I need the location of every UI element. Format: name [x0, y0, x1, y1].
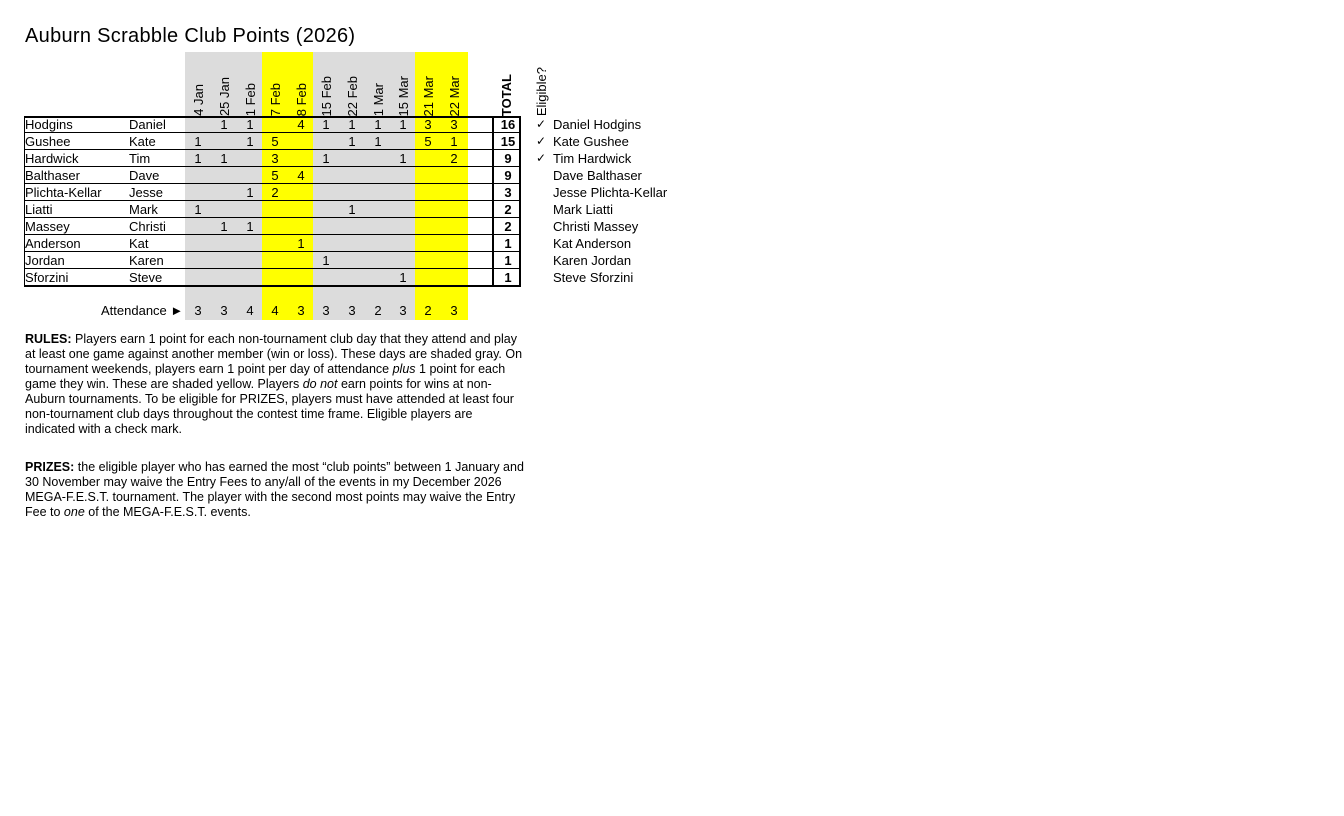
eligible-list-name: Tim Hardwick — [553, 151, 632, 166]
first-name-cell: Kat — [129, 236, 149, 251]
attendance-count: 4 — [271, 303, 279, 318]
score-cell — [237, 235, 263, 252]
first-name-cell: Mark — [129, 202, 158, 217]
score-cell — [441, 252, 467, 269]
date-header-10 — [415, 52, 441, 116]
table-row — [24, 252, 521, 269]
date-header-label: 25 Jan — [216, 76, 232, 116]
date-header-4 — [262, 52, 288, 116]
rules-text-1: Players earn 1 point for each non-tournament club day that they attend and play at least one game against another member (win or loss). These days are shaded gray. On tournament weekends, players earn 1 point per day of attendance — [25, 332, 523, 376]
score-cell — [237, 201, 263, 218]
prizes-text-1: the eligible player who has earned the most “club points” between 1 January and 30 November may waive the Entry Fees to any/all of the events in my December 2026 MEGA-F.E.S.T. tournament. The player with the second most points may waive the Entry Fee to — [25, 460, 524, 519]
score-cell — [339, 184, 365, 201]
score-cell: 2 — [271, 185, 279, 200]
score-cell: 1 — [450, 134, 458, 149]
table-row — [24, 269, 521, 286]
score-cell — [365, 252, 391, 269]
total-cell: 1 — [504, 253, 512, 268]
score-cell — [339, 167, 365, 184]
attendance-count: 3 — [348, 303, 356, 318]
date-header-label: 15 Feb — [318, 75, 334, 116]
score-cell: 1 — [297, 236, 305, 251]
score-cell — [390, 184, 416, 201]
last-name-cell: Massey — [25, 219, 70, 234]
score-cell — [211, 201, 237, 218]
score-cell: 1 — [322, 117, 330, 132]
eligible-list-name: Kat Anderson — [553, 236, 632, 251]
attendance-count: 3 — [450, 303, 458, 318]
score-cell — [185, 116, 211, 133]
score-cell — [313, 269, 339, 286]
attendance-count: 3 — [194, 303, 202, 318]
score-cell — [390, 218, 416, 235]
score-cell — [365, 167, 391, 184]
score-cell — [262, 116, 288, 133]
score-cell — [211, 167, 237, 184]
score-cell: 1 — [399, 117, 407, 132]
rules-emphasis-do-not: do not — [302, 377, 338, 391]
score-cell — [288, 133, 314, 150]
last-name-cell: Hardwick — [25, 151, 79, 166]
score-cell: 5 — [424, 134, 432, 149]
table-row — [24, 201, 521, 218]
score-cell — [441, 184, 467, 201]
check-mark-icon: ✓ — [536, 134, 547, 148]
date-header-label: 4 Jan — [190, 84, 206, 116]
eligible-header-label: Eligible? — [533, 66, 549, 116]
last-name-cell: Gushee — [25, 134, 71, 149]
score-cell: 3 — [271, 151, 279, 166]
score-cell — [185, 167, 211, 184]
score-cell — [288, 252, 314, 269]
first-name-cell: Christi — [129, 219, 166, 234]
date-header-label: 15 Mar — [395, 75, 411, 116]
score-cell — [288, 269, 314, 286]
score-cell — [415, 184, 441, 201]
score-cell: 1 — [348, 134, 356, 149]
score-cell — [365, 201, 391, 218]
score-cell — [339, 252, 365, 269]
last-name-cell: Jordan — [25, 253, 65, 268]
page-title: Auburn Scrabble Club Points (2026) — [25, 25, 356, 47]
score-cell: 5 — [271, 168, 279, 183]
score-cell: 1 — [194, 151, 202, 166]
score-cell: 1 — [246, 185, 254, 200]
score-cell — [211, 235, 237, 252]
last-name-cell: Anderson — [25, 236, 81, 251]
date-header-label: 1 Feb — [242, 82, 258, 116]
score-cell — [339, 150, 365, 167]
score-cell — [390, 235, 416, 252]
score-cell: 1 — [220, 117, 228, 132]
check-mark-icon: ✓ — [536, 151, 547, 165]
check-mark-icon: ✓ — [536, 117, 547, 131]
table-row — [24, 150, 521, 167]
score-cell — [390, 133, 416, 150]
score-cell — [211, 184, 237, 201]
score-cell — [415, 235, 441, 252]
rules-paragraph — [25, 332, 525, 437]
eligible-list-name: Mark Liatti — [553, 202, 613, 217]
score-cell — [365, 218, 391, 235]
score-cell — [415, 252, 441, 269]
score-cell — [313, 218, 339, 235]
date-header-6 — [313, 52, 339, 116]
score-cell — [441, 201, 467, 218]
score-cell — [237, 150, 263, 167]
score-cell: 1 — [374, 117, 382, 132]
attendance-label: Attendance ► — [101, 303, 184, 318]
score-cell — [415, 201, 441, 218]
attendance-count: 3 — [399, 303, 407, 318]
last-name-cell: Balthaser — [25, 168, 80, 183]
score-cell — [441, 167, 467, 184]
score-cell: 2 — [450, 151, 458, 166]
first-name-cell: Karen — [129, 253, 164, 268]
score-cell — [237, 167, 263, 184]
score-cell — [211, 269, 237, 286]
score-cell — [390, 252, 416, 269]
score-cell — [365, 235, 391, 252]
attendance-count: 2 — [374, 303, 382, 318]
score-cell: 5 — [271, 134, 279, 149]
score-cell — [211, 252, 237, 269]
score-cell — [185, 218, 211, 235]
score-cell — [262, 201, 288, 218]
score-cell — [237, 252, 263, 269]
table-row — [24, 133, 521, 150]
date-header-2 — [211, 52, 237, 116]
date-header-1 — [185, 52, 211, 116]
score-cell — [441, 218, 467, 235]
score-cell — [185, 235, 211, 252]
table-row — [24, 167, 521, 184]
eligible-list-name: Christi Massey — [553, 219, 639, 234]
score-cell: 1 — [220, 151, 228, 166]
last-name-cell: Plichta-Kellar — [25, 185, 102, 200]
score-cell: 1 — [246, 219, 254, 234]
date-header-7 — [339, 52, 365, 116]
table-row — [24, 116, 521, 133]
total-cell: 2 — [504, 202, 512, 217]
date-header-label: 1 Mar — [370, 82, 386, 116]
attendance-count: 3 — [220, 303, 228, 318]
score-cell — [365, 150, 391, 167]
eligible-list-name: Daniel Hodgins — [553, 117, 642, 132]
attendance-count: 3 — [322, 303, 330, 318]
score-cell — [288, 184, 314, 201]
score-cell: 1 — [246, 117, 254, 132]
score-cell — [288, 218, 314, 235]
last-name-cell: Hodgins — [25, 117, 73, 132]
score-cell — [415, 218, 441, 235]
first-name-cell: Steve — [129, 270, 163, 285]
score-cell: 1 — [246, 134, 254, 149]
score-cell — [288, 150, 314, 167]
prizes-text-2: of the MEGA-F.E.S.T. events. — [84, 505, 251, 519]
score-cell: 1 — [194, 202, 202, 217]
first-name-cell: Dave — [129, 168, 160, 183]
score-cell — [185, 269, 211, 286]
prizes-heading: PRIZES: — [25, 460, 75, 474]
score-cell — [313, 184, 339, 201]
total-header-label: TOTAL — [498, 73, 514, 116]
score-cell — [262, 218, 288, 235]
score-cell: 1 — [348, 202, 356, 217]
attendance-count: 2 — [424, 303, 432, 318]
date-header-label: 21 Mar — [420, 75, 436, 116]
date-header-8 — [365, 52, 391, 116]
score-cell: 1 — [220, 219, 228, 234]
first-name-cell: Kate — [129, 134, 156, 149]
prizes-paragraph — [25, 460, 525, 520]
score-cell — [415, 167, 441, 184]
eligible-header — [528, 52, 554, 116]
date-header-label: 22 Mar — [446, 75, 462, 116]
score-cell: 3 — [450, 117, 458, 132]
date-header-9 — [390, 52, 416, 116]
score-cell: 1 — [399, 151, 407, 166]
score-cell — [441, 269, 467, 286]
score-cell: 1 — [194, 134, 202, 149]
last-name-cell: Sforzini — [25, 270, 69, 285]
score-cell: 1 — [348, 117, 356, 132]
score-cell — [390, 201, 416, 218]
eligible-list-name: Karen Jordan — [553, 253, 632, 268]
score-cell — [185, 184, 211, 201]
date-header-label: 8 Feb — [293, 82, 309, 116]
rules-text-2: 1 point for each game they win. These are shaded yellow. Players — [25, 362, 506, 391]
total-cell: 1 — [504, 236, 512, 251]
date-header-11 — [441, 52, 467, 116]
table-row — [24, 184, 521, 201]
score-cell — [339, 218, 365, 235]
total-cell: 1 — [504, 270, 512, 285]
score-cell — [365, 184, 391, 201]
prizes-emphasis-one: one — [63, 505, 85, 519]
total-cell: 9 — [504, 168, 512, 183]
score-cell — [262, 252, 288, 269]
first-name-cell: Jesse — [129, 185, 163, 200]
eligible-list-name: Kate Gushee — [553, 134, 629, 149]
table-row — [24, 235, 521, 252]
total-cell: 15 — [500, 134, 516, 149]
score-cell: 1 — [322, 151, 330, 166]
score-cell — [262, 269, 288, 286]
rules-emphasis-plus: plus — [392, 362, 416, 376]
total-cell: 2 — [504, 219, 512, 234]
score-cell — [262, 235, 288, 252]
score-cell — [339, 235, 365, 252]
score-cell — [211, 133, 237, 150]
score-cell — [339, 269, 365, 286]
score-cell: 4 — [297, 117, 305, 132]
total-divider — [492, 116, 494, 287]
date-header-3 — [237, 52, 263, 116]
total-cell: 3 — [504, 185, 512, 200]
score-cell — [415, 150, 441, 167]
eligible-list-name: Dave Balthaser — [553, 168, 642, 183]
score-cell — [237, 269, 263, 286]
date-header-label: 7 Feb — [267, 82, 283, 116]
score-cell — [365, 269, 391, 286]
table-row — [24, 218, 521, 235]
score-cell — [313, 235, 339, 252]
score-cell: 4 — [297, 168, 305, 183]
first-name-cell: Tim — [129, 151, 151, 166]
score-cell — [185, 252, 211, 269]
total-cell: 9 — [504, 151, 512, 166]
score-cell — [313, 167, 339, 184]
score-cell: 3 — [424, 117, 432, 132]
score-cell — [390, 167, 416, 184]
rules-heading: RULES: — [25, 332, 72, 346]
attendance-count: 4 — [246, 303, 254, 318]
last-name-cell: Liatti — [25, 202, 53, 217]
score-cell: 1 — [399, 270, 407, 285]
score-cell — [313, 201, 339, 218]
first-name-cell: Daniel — [129, 117, 166, 132]
attendance-count: 3 — [297, 303, 305, 318]
total-cell: 16 — [500, 117, 516, 132]
date-header-label: 22 Feb — [344, 75, 360, 116]
score-cell: 1 — [322, 253, 330, 268]
total-header — [492, 52, 520, 116]
score-cell: 1 — [374, 134, 382, 149]
eligible-list-name: Jesse Plichta-Kellar — [553, 185, 668, 200]
date-header-5 — [288, 52, 314, 116]
eligible-list-name: Steve Sforzini — [553, 270, 634, 285]
rules-text-3: earn points for wins at non-Auburn tournaments. To be eligible for PRIZES, players must have attended at least four non-tournament club days throughout the contest time frame. Eligible players are indicated with a check mark. — [25, 377, 514, 436]
score-cell — [441, 235, 467, 252]
score-cell — [313, 133, 339, 150]
score-cell — [288, 201, 314, 218]
score-cell — [415, 269, 441, 286]
